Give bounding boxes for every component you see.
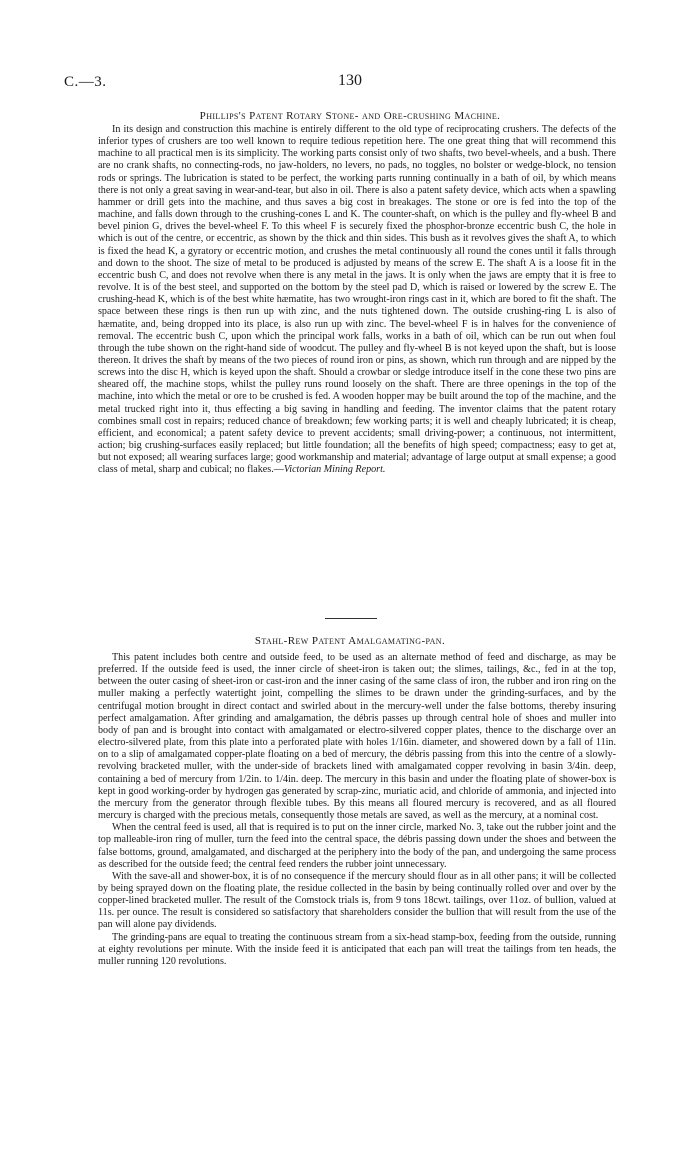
paragraph: [98, 124, 616, 477]
article-body-amalgamating-pan: [98, 652, 616, 968]
section-divider: [325, 618, 377, 619]
section-label: C.—3.: [64, 74, 107, 90]
article-body-crushing-machine: [98, 124, 616, 477]
article-title-amalgamating-pan: Stahl-Rew Patent Amalgamating-pan.: [254, 635, 446, 647]
source-citation: Victorian Mining Report.: [283, 464, 386, 476]
article-title-crushing-machine: Phillips's Patent Rotary Stone- and Ore-crushing Machine.: [199, 110, 501, 122]
page-number: 130: [338, 72, 362, 89]
paragraph-text: In its design and construction this machine is entirely different to the old type of reciprocating crushers. The defects of the inferior types of crushers are too well known to require tedious repetition here. The one great thing that will recommend this machine to all practical men is its simplicity. The working parts consist only of two shafts, two bevel-wheels, and a bush. There are no crank shafts, no connecting-rods, no jaw-holders, no levers, no pads, no toggles, no bolster or wedge-block, no tension rods or springs. The lubrication is stated to be perfect, the working parts running continually in a bath of oil, by which means there is not only a great saving in wear-and-tear, but also in oil. There is also a patent safety device, which acts when a spawling hammer or drill gets into the machine, and thus saves a big cost in breakages. The stone or ore is fed into the top of the machine, and falls down through to the crushing-cones L and K. The counter-shaft, on which is the pulley and fly-wheel B and bevel pinion G, drives the bevel-wheel F. To this wheel F is securely fixed the phosphor-bronze eccentric bush C, the hole in which is out of the centre, or eccentric, as shown by the thick and thin sides. This bush as it revolves gives the shaft A, to which is fixed the head K, a gyratory or eccentric motion, and crushes the metal continuously all round the cones until it falls through and down to the shoot. The size of metal to be produced is adjusted by means of the screw E. The shaft A is a loose fit in the eccentric bush C, and does not revolve when there is any metal in the jaws. It is only when the jaws are empty that it is free to revolve. It is of the best steel, and supported on the bottom by the steel pad D, which is raised or lowered by the screw E. The crushing-head K, which is of the best white hæmatite, has two wrought-iron rings cast in it, which are bored to fit the shaft. The space between these rings is then run up with zinc, and the nuts tightened down. The outside crushing-ring L is also of hæmatite, and, being dropped into its place, is also run up with zinc. The bevel-wheel F is in halves for the convenience of removal. The eccentric bush C, upon which the principal work falls, works in a bath of oil, which can be run out when foul through the tube shown on the right-hand side of woodcut. The pulley and fly-wheel B is not keyed upon the shaft, but is loose thereon. It drives the shaft by means of the two pieces of round iron or pins, as shown, which run through and are nipped by the screws into the disc H, which is keyed upon the shaft. Should a crowbar or sledge introduce itself in the cone these two pins are sheared off, the machine stops, whilst the pulley runs round loosely on the shaft. There are three openings in the top of the machine, into which the metal or ore to be crushed is fed. A wooden hopper may be built around the top of the machine, and the metal trucked right into it, thus effecting a big saving in handling and feeding. The inventor claims that the patent rotary combines small cost in repairs; reduced chance of breakdown; few working parts; it is well and cheaply lubricated; it is cheap, efficient, and economical; a patent safety device to prevent accidents; small driving-power; a continuous, not intermittent, action; big crushing-surfaces easily replaced; but little foundation; all the benefits of high speed; compactness; easy to get at, but not exposed; all wearing surfaces large; good workmanship and material; advantage of large output at small expense; a good class of metal, sharp and cubical; no flakes.—: [98, 124, 616, 476]
paragraph: This patent includes both centre and outside feed, to be used as an alternate method of feed and discharge, as may be preferred. If the outside feed is used, the inner circle of sheet-iron is taken out; the slimes, tailings, &c., fed in at the top, between the outer casing of sheet-iron or cast-iron and the inner casing of the same class of iron, the rubber and iron ring on the muller making a perfectly watertight joint, compelling the slimes to be drawn under the grinding-surfaces, and by the centrifugal motion brought in direct contact and swirled about in the mercury-well under the false bottoms, thereby insuring perfect amalgamation. After grinding and amalgamation, the débris passes up through central hole of shoes and muller into body of pan and is brought into contact with amalgamated or electro-silvered copper plates, thence to the discharge over an electro-silvered plate, from this plate into a perforated plate with holes 1/16in. diameter, and showered down by a fall of 11in. on to a slip of amalgamated copper-plate floating on a bed of mercury, the débris passing from this into the centre of a slowly-revolving bracketed muller, with the under-side of brackets lined with amalgamated copper revolving in basin 3/4in. deep, containing a bed of mercury from 1/2in. to 1/4in. deep. The mercury in this basin and under the floating plate of shower-box is kept in good working-order by hydrogen gas generated by scrap-zinc, muriatic acid, and chloride of ammonia, and injected into the mercury from the generator through flexible tubes. By this means all floured mercury is recovered, and as all floured mercury is charged with the precious metals, consequently those metals are saved, as well as the mercury, at a nominal cost.: [98, 652, 616, 822]
paragraph: When the central feed is used, all that is required is to put on the inner circle, marked No. 3, take out the rubber joint and the top malleable-iron ring of muller, turn the feed into the central space, the débris passing down under the shoes and between the false bottoms, ground, amalgamated, and discharged at the periphery into the body of the pan, and undergoing the same process as described for the outside feed; the central feed renders the rubber joint unnecessary.: [98, 822, 616, 870]
paragraph: The grinding-pans are equal to treating the continuous stream from a six-head stamp-box, feeding from the outside, running at eighty revolutions per minute. With the inside feed it is anticipated that each pan will treat the tailings from ten heads, the muller running 120 revolutions.: [98, 931, 616, 967]
paragraph: With the save-all and shower-box, it is of no consequence if the mercury should flour as in all other pans; it will be collected by being sprayed down on the floating plate, the residue collected in the basin by being continually rolled over and over by the copper-lined bracketed muller. The result of the Comstock trials is, from 9 tons 18cwt. tailings, over 11oz. of bullion, valued at 11s. per ounce. The result is considered so satisfactory that shareholders consider the bullion that will result from the use of the pan will alone pay dividends.: [98, 870, 616, 931]
